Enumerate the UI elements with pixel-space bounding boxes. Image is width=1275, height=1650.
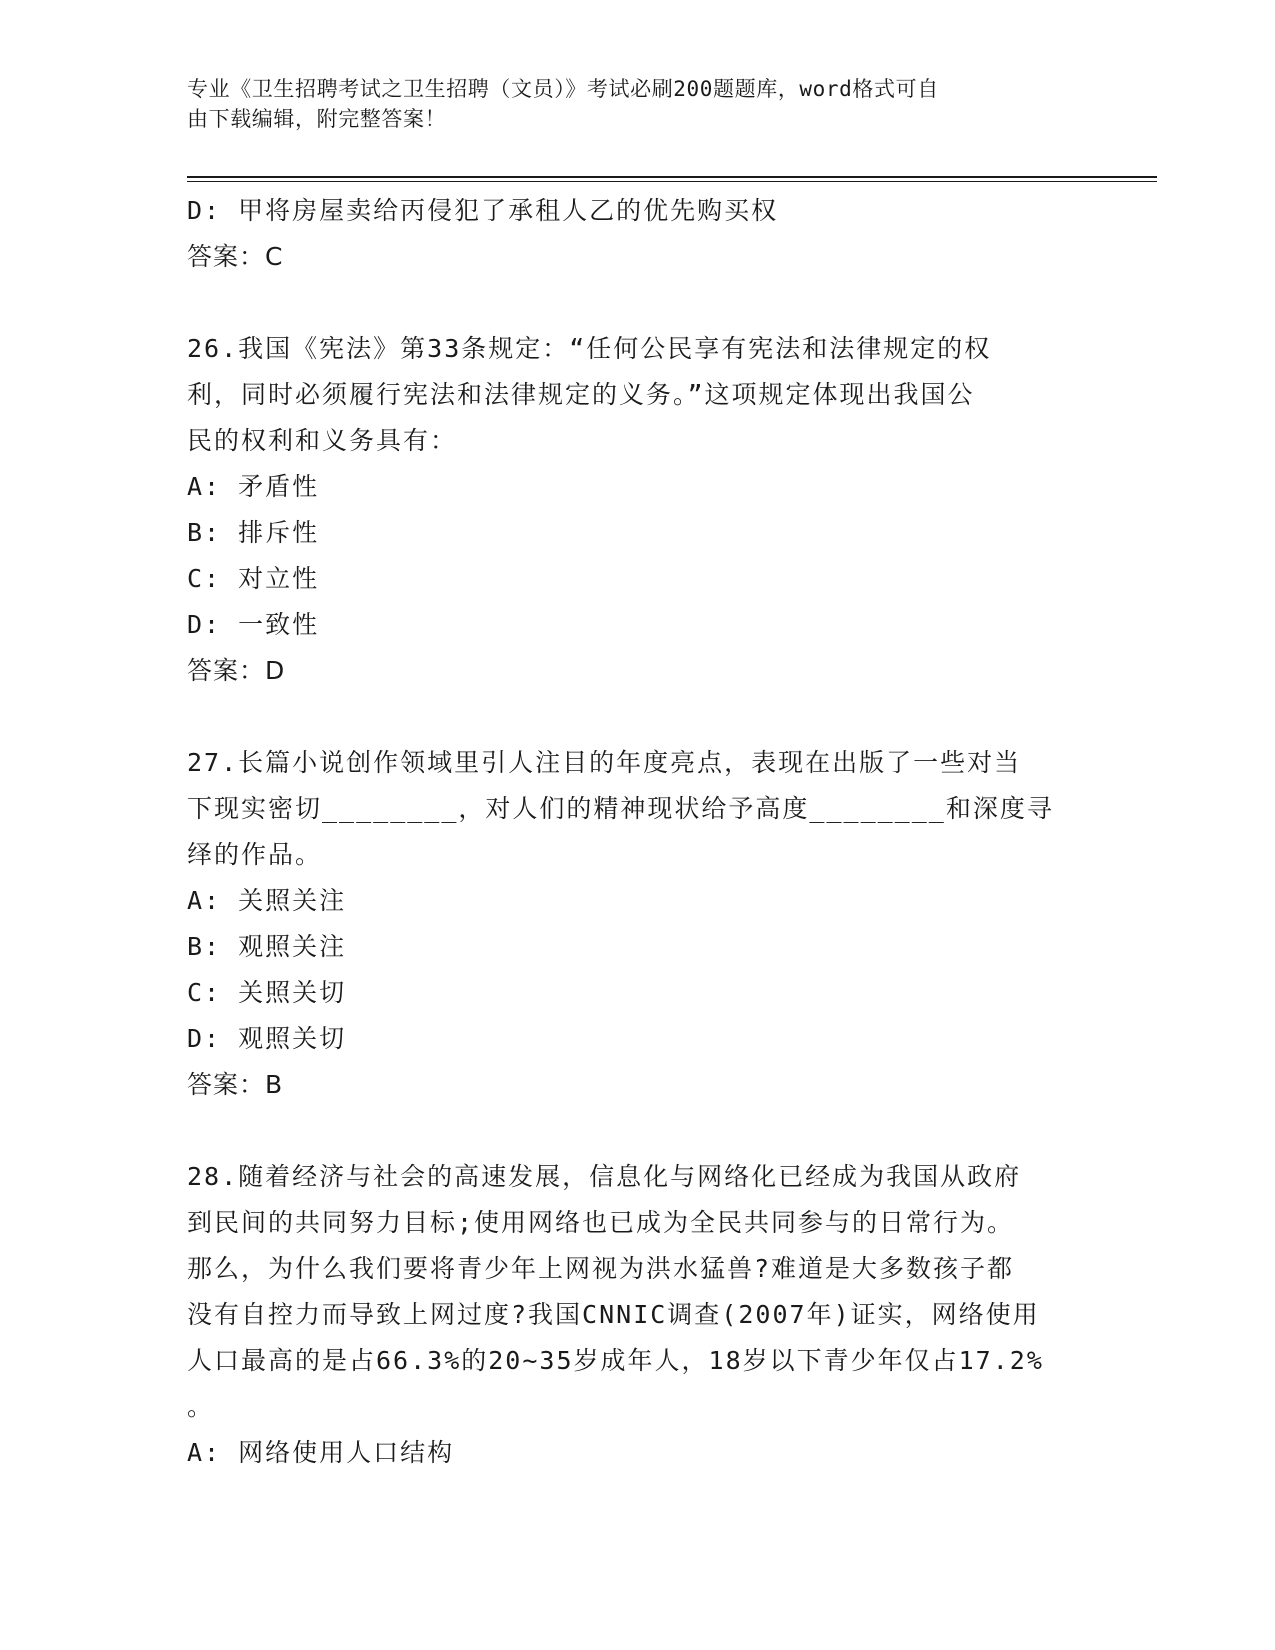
header-divider-thick <box>187 176 1157 178</box>
question-content <box>187 188 1087 1476</box>
header-divider-thin <box>187 181 1157 182</box>
question-26 <box>187 326 1087 694</box>
q27-option-d: D: 观照关切 <box>187 1024 347 1053</box>
q26-stem-line-2: 利，同时必须履行宪法和法律规定的义务。”这项规定体现出我国公 <box>187 380 975 409</box>
q25-answer: 答案：C <box>187 242 284 271</box>
header-line-2: 由下载编辑，附完整答案！ <box>187 107 447 131</box>
q28-stem-line-5: 人口最高的是占66.3%的20~35岁成年人，18岁以下青少年仅占17.2% <box>187 1346 1044 1375</box>
q26-option-a: A: 矛盾性 <box>187 472 320 501</box>
q26-stem-line-3: 民的权利和义务具有： <box>187 426 458 455</box>
q28-stem-line-1: 28.随着经济与社会的高速发展，信息化与网络化已经成为我国从政府 <box>187 1162 1022 1191</box>
q28-stem-line-2: 到民间的共同努力目标;使用网络也已成为全民共同参与的日常行为。 <box>187 1208 1015 1237</box>
spacer <box>187 280 1087 326</box>
q26-stem-line-1: 26.我国《宪法》第33条规定：“任何公民享有宪法和法律规定的权 <box>187 334 992 363</box>
q28-stem-line-4: 没有自控力而导致上网过度?我国CNNIC调查(2007年)证实，网络使用 <box>187 1300 1040 1329</box>
q26-answer: 答案：D <box>187 656 286 685</box>
question-25-tail <box>187 188 1087 280</box>
question-27 <box>187 740 1087 1108</box>
spacer <box>187 1108 1087 1154</box>
q28-stem-line-3: 那么，为什么我们要将青少年上网视为洪水猛兽?难道是大多数孩子都 <box>187 1254 1015 1283</box>
q27-stem-line-2: 下现实密切________，对人们的精神现状给予高度________和深度寻 <box>187 794 1054 823</box>
question-28 <box>187 1154 1087 1476</box>
header-line-1: 专业《卫生招聘考试之卫生招聘（文员）》考试必刷200题题库，word格式可自 <box>187 77 939 101</box>
q26-option-b: B: 排斥性 <box>187 518 320 547</box>
q28-option-a: A: 网络使用人口结构 <box>187 1438 455 1467</box>
q27-stem-line-1: 27.长篇小说创作领域里引人注目的年度亮点，表现在出版了一些对当 <box>187 748 1022 777</box>
q27-option-a: A: 关照关注 <box>187 886 347 915</box>
q27-option-b: B: 观照关注 <box>187 932 347 961</box>
document-header <box>187 74 1087 134</box>
q26-option-c: C: 对立性 <box>187 564 320 593</box>
q27-stem-line-3: 绎的作品。 <box>187 840 323 869</box>
q26-option-d: D: 一致性 <box>187 610 320 639</box>
q25-option-d: D: 甲将房屋卖给丙侵犯了承租人乙的优先购买权 <box>187 196 779 225</box>
q27-answer: 答案：B <box>187 1070 284 1099</box>
q28-stem-line-6: 。 <box>187 1392 215 1421</box>
spacer <box>187 694 1087 740</box>
q27-option-c: C: 关照关切 <box>187 978 347 1007</box>
